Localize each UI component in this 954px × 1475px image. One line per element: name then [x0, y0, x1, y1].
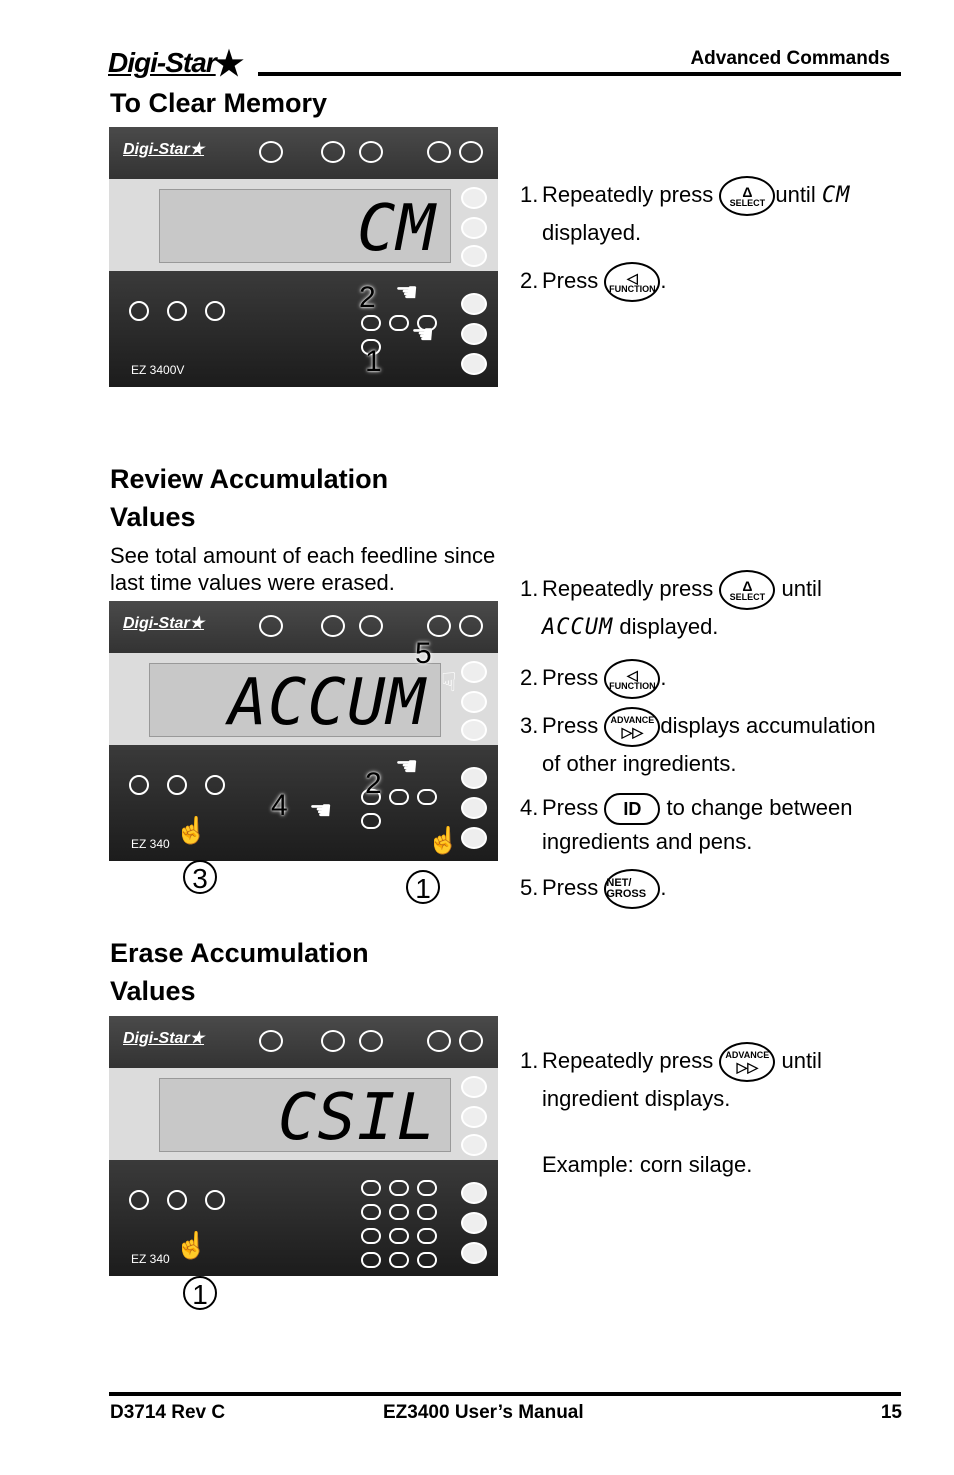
button-label: FUNCTION [609, 680, 656, 691]
timer-key-icon [359, 141, 383, 163]
step-text: Press [542, 664, 599, 690]
example-text: Example: corn silage. [542, 1152, 753, 1177]
panel-top [109, 601, 498, 653]
step-text: . [660, 664, 667, 690]
callout-4: 4 [271, 789, 288, 822]
advance-key-icon [167, 301, 187, 321]
select-key-icon [461, 797, 487, 819]
function-key-icon [461, 293, 487, 315]
erase-title-line2: Values [110, 976, 196, 1006]
function-button-icon: ◁ FUNCTION [604, 262, 660, 302]
pointing-hand-icon: ☚ [395, 751, 419, 781]
print-key-icon [461, 217, 487, 239]
step-item [520, 176, 940, 250]
step-text: until [775, 181, 816, 207]
step-number: 1. [520, 575, 539, 601]
off-key-icon [459, 1030, 483, 1052]
step-text: Repeatedly press [542, 181, 714, 207]
indicator-panel-csil [109, 1016, 498, 1276]
clear-key-icon [417, 1252, 437, 1268]
advance-key-icon [167, 1190, 187, 1210]
pointing-hand-icon: ☟ [441, 667, 457, 697]
panel-bottom [109, 745, 498, 861]
lcd-value: CM [356, 192, 436, 266]
net-gross-key-icon [461, 1134, 487, 1156]
keypad-key [361, 1204, 381, 1220]
function-key-icon [461, 767, 487, 789]
zero-key-icon [259, 1030, 283, 1052]
hold-key-icon [321, 615, 345, 637]
panel-top [109, 1016, 498, 1068]
indicator-panel-accum [109, 601, 498, 861]
keypad-key [361, 1228, 381, 1244]
button-label: SELECT [729, 197, 766, 208]
timer-key-icon [359, 615, 383, 637]
model-label: EZ 3400V [131, 363, 185, 377]
erase-steps [520, 1042, 940, 1182]
advance-button-icon: ADVANCE ▷▷ [719, 1042, 775, 1082]
step-text: . [660, 267, 667, 293]
recipe-key-icon [129, 301, 149, 321]
panel-logo: Digi-Star★ [123, 1030, 205, 1047]
button-label: SELECT [729, 591, 766, 602]
net-gross-key-icon [461, 245, 487, 267]
lcd-band [109, 653, 498, 745]
button-label: ADVANCE [610, 714, 655, 725]
zero-key-icon [259, 615, 283, 637]
callout-1: 1 [183, 1276, 217, 1310]
keypad-key [361, 1180, 381, 1196]
lcd-band [109, 1068, 498, 1160]
step-item [520, 1042, 940, 1116]
step-text: Repeatedly press [542, 1047, 714, 1073]
indicator-panel-cm [109, 127, 498, 387]
button-label: ADVANCE [725, 1049, 770, 1060]
lcd-screen [149, 663, 441, 740]
off-key-icon [459, 615, 483, 637]
select-key-icon [461, 1212, 487, 1234]
page-number: 15 [880, 1402, 902, 1423]
digi-star-logo [108, 44, 243, 84]
keypad-key [389, 1204, 409, 1220]
keypad-key [389, 315, 409, 331]
footer-doc-id: D3714 Rev C [110, 1402, 226, 1423]
step-number: 3. [520, 712, 539, 738]
callout-2: 2 [365, 767, 382, 800]
on-key-icon [427, 615, 451, 637]
clear-memory-steps [520, 176, 940, 302]
step-number: 1. [520, 181, 539, 207]
tare-key-icon [461, 187, 487, 209]
enter-key-icon [205, 301, 225, 321]
keypad-key [417, 1228, 437, 1244]
panel-logo: Digi-Star★ [123, 141, 205, 158]
lcd-band [109, 179, 498, 271]
print-key-icon [461, 691, 487, 713]
panel-top [109, 127, 498, 179]
step-number: 2. [520, 664, 539, 690]
step-text: Press [542, 875, 599, 900]
hold-key-icon [321, 1030, 345, 1052]
help-key-icon [461, 1242, 487, 1264]
recipe-key-icon [129, 1190, 149, 1210]
step-item [520, 262, 940, 302]
print-key-icon [461, 1106, 487, 1128]
on-key-icon [427, 141, 451, 163]
hold-key-icon [321, 141, 345, 163]
off-key-icon [459, 141, 483, 163]
lcd-inline: ACCUM [542, 615, 614, 640]
callout-1: 1 [406, 870, 440, 904]
callout-1: 1 [365, 345, 382, 378]
step-number: 2. [520, 267, 539, 293]
model-label: EZ 340 [131, 1252, 170, 1266]
callout-5: 5 [415, 637, 432, 670]
review-intro: See total amount of each feedline since last time values were erased. [110, 543, 496, 595]
select-button-icon: Δ SELECT [719, 570, 775, 610]
on-key-icon [427, 1030, 451, 1052]
review-title-line2: Values [110, 502, 196, 532]
select-key-icon [461, 323, 487, 345]
pointing-hand-icon: ☚ [309, 795, 333, 825]
keypad-key [361, 315, 381, 331]
keypad-key [417, 1204, 437, 1220]
panel-bottom [109, 271, 498, 387]
panel-logo: Digi-Star★ [123, 615, 205, 632]
callout-3: 3 [183, 860, 217, 894]
tare-key-icon [461, 1076, 487, 1098]
button-label: FUNCTION [609, 283, 656, 294]
pointing-hand-icon: ☝ [175, 815, 208, 845]
step-item [520, 570, 940, 645]
step-text: Press [542, 267, 599, 293]
step-text: displayed. [542, 220, 642, 245]
step-text: to change between [666, 795, 853, 820]
step-text: displays accumulation [660, 712, 876, 738]
keypad-key [389, 1180, 409, 1196]
step-text: displayed. [619, 614, 719, 639]
review-steps [520, 570, 940, 909]
step-number: 5. [520, 875, 539, 900]
star-icon: ★ [213, 45, 244, 83]
model-label: EZ 340 [131, 837, 170, 851]
step-text: . [660, 875, 667, 900]
step-text: ingredients and pens. [542, 829, 753, 855]
zero-key-icon [259, 141, 283, 163]
function-key-icon [461, 1182, 487, 1204]
clear-memory-title: To Clear Memory [110, 88, 328, 118]
pointing-hand-icon: ☚ [411, 319, 435, 349]
header-rule [258, 72, 901, 76]
keypad-key [389, 1228, 409, 1244]
timer-key-icon [359, 1030, 383, 1052]
id-button-icon: ID [604, 793, 660, 825]
function-button-icon: ◁ FUNCTION [604, 659, 660, 699]
net-gross-key-icon [461, 719, 487, 741]
id-key-icon [361, 1252, 381, 1268]
select-button-icon: Δ SELECT [719, 176, 775, 216]
advance-button-icon: ADVANCE ▷▷ [604, 707, 660, 747]
help-key-icon [461, 353, 487, 375]
step-text: of other ingredients. [542, 751, 737, 776]
section-title: Advanced Commands [690, 48, 890, 69]
keypad-key [389, 789, 409, 805]
step-text: Press [542, 795, 599, 820]
step-item [520, 791, 940, 859]
pointing-hand-icon: ☝ [427, 825, 460, 855]
erase-title-line1: Erase Accumulation [110, 938, 369, 968]
callout-2: 2 [359, 281, 376, 314]
lcd-value: CSIL [277, 1081, 436, 1155]
enter-key-icon [205, 1190, 225, 1210]
lcd-screen [159, 1078, 451, 1155]
pointing-hand-icon: ☚ [395, 277, 419, 307]
keypad-key [417, 1180, 437, 1196]
keypad-key [389, 1252, 409, 1268]
lcd-screen [159, 189, 451, 266]
net-gross-button-icon [604, 869, 660, 909]
advance-key-icon [167, 775, 187, 795]
footer-rule [109, 1392, 901, 1396]
id-key-icon [361, 813, 381, 829]
step-text: Press [542, 712, 599, 738]
panel-bottom [109, 1160, 498, 1276]
keypad-key [417, 789, 437, 805]
logo-text: Digi-Star [108, 47, 216, 78]
review-title-line1: Review Accumulation [110, 464, 389, 494]
step-item [520, 659, 940, 699]
step-number: 4. [520, 795, 539, 820]
step-number: 1. [520, 1047, 539, 1073]
tare-key-icon [461, 661, 487, 683]
lcd-inline: CM [821, 182, 851, 208]
recipe-key-icon [129, 775, 149, 795]
button-label: NET/ GROSS [606, 877, 647, 901]
step-text: until [781, 575, 822, 601]
step-text: until [781, 1047, 822, 1073]
step-item [520, 707, 940, 781]
step-text: ingredient displays. [542, 1086, 731, 1111]
lcd-value: ACCUM [228, 666, 426, 740]
pointing-hand-icon: ☝ [175, 1230, 208, 1260]
step-text: Repeatedly press [542, 575, 714, 601]
help-key-icon [461, 827, 487, 849]
enter-key-icon [205, 775, 225, 795]
step-item [520, 869, 940, 909]
footer-manual-title: EZ3400 User’s Manual [383, 1402, 584, 1423]
